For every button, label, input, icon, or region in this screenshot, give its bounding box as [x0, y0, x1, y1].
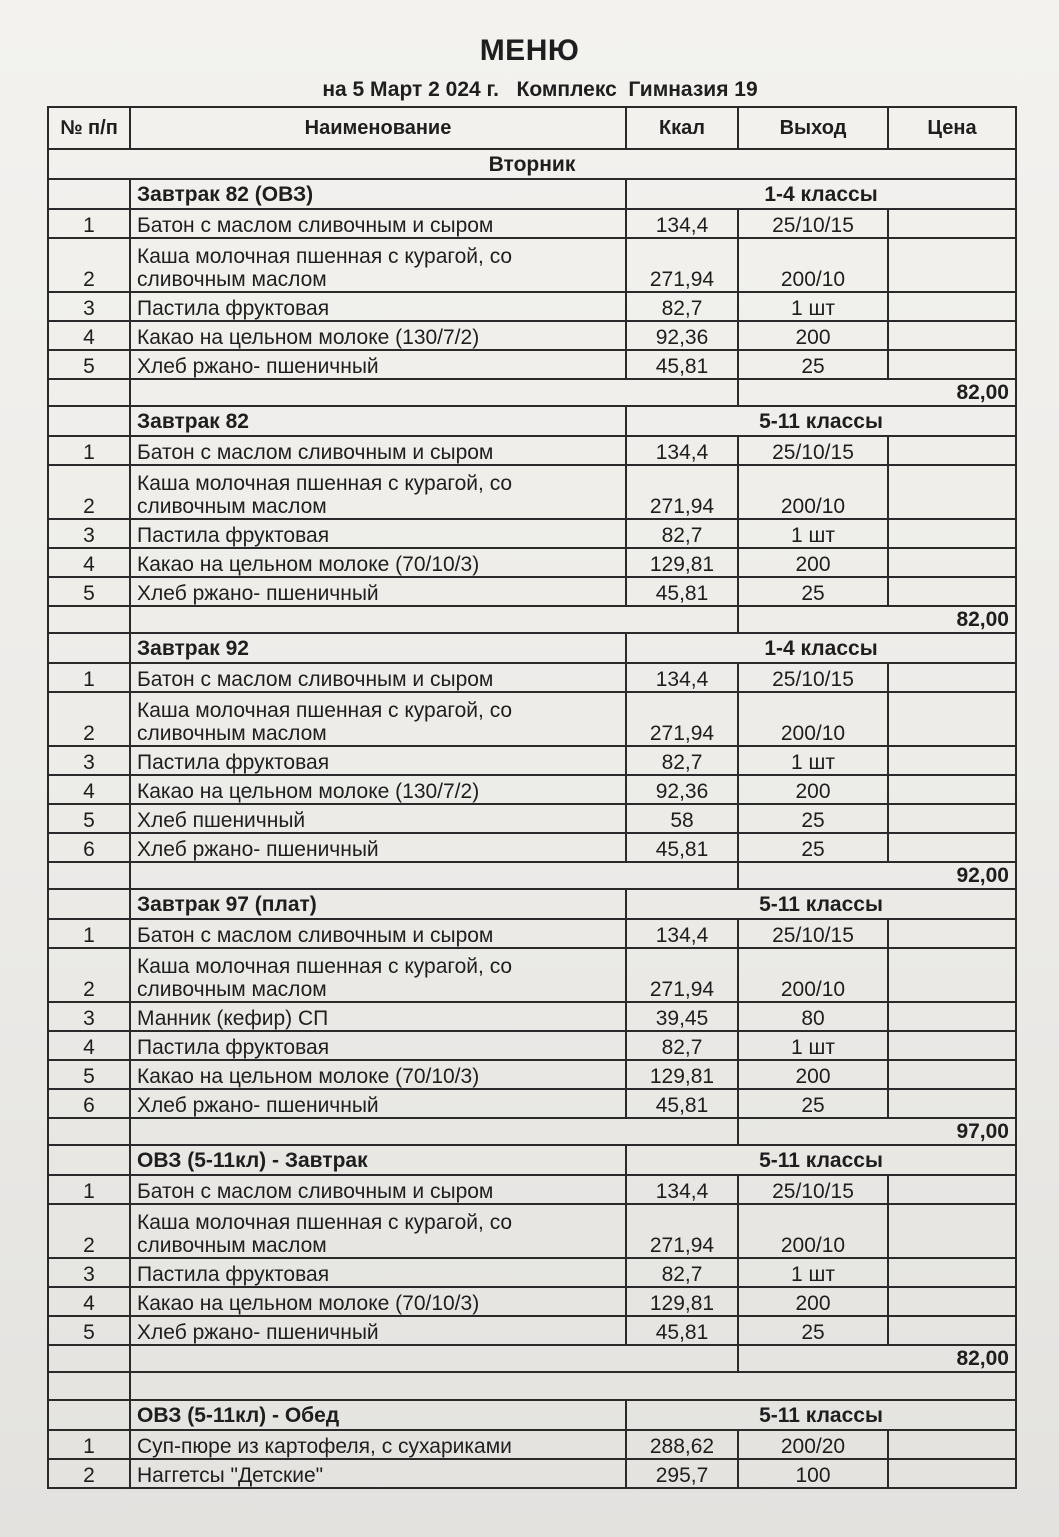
page-title: МЕНЮ: [479, 34, 580, 67]
item-kcal: 129,81: [626, 1287, 738, 1316]
section-header-row: [48, 633, 1016, 663]
item-kcal: 58: [626, 804, 738, 833]
item-price: [888, 350, 1016, 379]
item-price: [888, 577, 1016, 606]
item-number: 1: [48, 436, 130, 465]
item-number: 5: [48, 1316, 130, 1345]
menu-item-row: [48, 1459, 1016, 1488]
menu-item-row: [48, 548, 1016, 577]
item-name: Пастила фруктовая: [130, 746, 626, 775]
section-total-row: [48, 862, 1016, 889]
total-empty-cell: [48, 606, 130, 633]
section-grades: 5-11 классы: [626, 889, 1016, 919]
item-name: Наггетсы "Детские": [130, 1459, 626, 1488]
total-empty-cell: [48, 862, 130, 889]
item-output: 25: [738, 1089, 888, 1118]
item-name: Хлеб ржано- пшеничный: [130, 1316, 626, 1345]
item-number: 2: [48, 692, 130, 746]
item-name: Каша молочная пшенная с курагой, со сливочным маслом: [130, 1204, 626, 1258]
item-kcal: 271,94: [626, 1204, 738, 1258]
section-grades: 1-4 классы: [626, 633, 1016, 663]
total-empty-cell: [130, 862, 738, 889]
item-output: 1 шт: [738, 1258, 888, 1287]
section-grades: 1-4 классы: [626, 179, 1016, 209]
item-name: Каша молочная пшенная с курагой, со сливочным маслом: [130, 692, 626, 746]
header-row: [48, 107, 1016, 149]
item-kcal: 92,36: [626, 321, 738, 350]
item-number: 1: [48, 209, 130, 238]
item-kcal: 45,81: [626, 1089, 738, 1118]
item-price: [888, 292, 1016, 321]
item-name: Батон с маслом сливочным и сыром: [130, 663, 626, 692]
item-number: 4: [48, 775, 130, 804]
item-kcal: 45,81: [626, 1316, 738, 1345]
section-num-cell: [48, 889, 130, 919]
item-number: 3: [48, 746, 130, 775]
item-price: [888, 1287, 1016, 1316]
section-grades: 5-11 классы: [626, 1400, 1016, 1430]
item-price: [888, 919, 1016, 948]
item-output: 25/10/15: [738, 436, 888, 465]
menu-item-row: [48, 1031, 1016, 1060]
item-output: 200/10: [738, 238, 888, 292]
item-price: [888, 1459, 1016, 1488]
item-price: [888, 746, 1016, 775]
section-total-row: [48, 379, 1016, 406]
section-header-row: [48, 889, 1016, 919]
item-output: 200/10: [738, 465, 888, 519]
item-number: 3: [48, 1002, 130, 1031]
section-total-row: [48, 1345, 1016, 1372]
item-price: [888, 321, 1016, 350]
item-name: Хлеб ржано- пшеничный: [130, 577, 626, 606]
menu-body: [48, 149, 1016, 1488]
item-name: Манник (кефир) СП: [130, 1002, 626, 1031]
item-name: Хлеб ржано- пшеничный: [130, 350, 626, 379]
item-price: [888, 833, 1016, 862]
item-kcal: 45,81: [626, 577, 738, 606]
menu-item-row: [48, 833, 1016, 862]
section-title: Завтрак 92: [130, 633, 626, 663]
item-name: Пастила фруктовая: [130, 1031, 626, 1060]
section-title: Завтрак 82: [130, 406, 626, 436]
section-num-cell: [48, 406, 130, 436]
menu-item-row: [48, 1287, 1016, 1316]
item-price: [888, 209, 1016, 238]
day-label: Вторник: [48, 149, 1016, 179]
menu-item-row: [48, 321, 1016, 350]
item-number: 4: [48, 1287, 130, 1316]
day-row: [48, 149, 1016, 179]
section-num-cell: [48, 179, 130, 209]
item-number: 1: [48, 663, 130, 692]
menu-item-row: [48, 692, 1016, 746]
page-subtitle: на 5 Март 2 024 г. Комплекс Гимназия 19: [322, 78, 758, 101]
section-header-row: [48, 406, 1016, 436]
item-kcal: 271,94: [626, 692, 738, 746]
section-title: ОВЗ (5-11кл) - Завтрак: [130, 1145, 626, 1175]
menu-item-row: [48, 1204, 1016, 1258]
menu-item-row: [48, 663, 1016, 692]
section-total-price: 82,00: [738, 379, 1016, 406]
item-output: 100: [738, 1459, 888, 1488]
item-price: [888, 548, 1016, 577]
item-kcal: 134,4: [626, 1175, 738, 1204]
item-output: 25/10/15: [738, 1175, 888, 1204]
item-kcal: 271,94: [626, 948, 738, 1002]
item-number: 2: [48, 1204, 130, 1258]
item-number: 6: [48, 833, 130, 862]
item-output: 25: [738, 577, 888, 606]
item-output: 200: [738, 1060, 888, 1089]
item-name: Каша молочная пшенная с курагой, со сливочным маслом: [130, 238, 626, 292]
item-output: 200: [738, 321, 888, 350]
item-output: 200: [738, 775, 888, 804]
item-output: 200/10: [738, 948, 888, 1002]
item-number: 2: [48, 465, 130, 519]
item-price: [888, 948, 1016, 1002]
item-number: 3: [48, 292, 130, 321]
item-output: 200/20: [738, 1430, 888, 1459]
item-kcal: 295,7: [626, 1459, 738, 1488]
menu-item-row: [48, 292, 1016, 321]
item-name: Батон с маслом сливочным и сыром: [130, 919, 626, 948]
item-number: 5: [48, 1060, 130, 1089]
section-grades: 5-11 классы: [626, 1145, 1016, 1175]
section-total-row: [48, 1118, 1016, 1145]
header-kcal: Ккал: [626, 107, 738, 149]
item-name: Какао на цельном молоке (70/10/3): [130, 1287, 626, 1316]
total-empty-cell: [130, 1118, 738, 1145]
item-kcal: 45,81: [626, 350, 738, 379]
section-grades: 5-11 классы: [626, 406, 1016, 436]
total-empty-cell: [48, 379, 130, 406]
item-price: [888, 1031, 1016, 1060]
item-number: 4: [48, 548, 130, 577]
item-output: 25: [738, 350, 888, 379]
item-number: 3: [48, 1258, 130, 1287]
item-output: 25/10/15: [738, 663, 888, 692]
item-name: Пастила фруктовая: [130, 1258, 626, 1287]
header-num: № п/п: [48, 107, 130, 149]
section-total-price: 92,00: [738, 862, 1016, 889]
menu-item-row: [48, 746, 1016, 775]
section-title: Завтрак 97 (плат): [130, 889, 626, 919]
item-output: 200/10: [738, 692, 888, 746]
menu-item-row: [48, 519, 1016, 548]
menu-item-row: [48, 1002, 1016, 1031]
item-name: Хлеб ржано- пшеничный: [130, 1089, 626, 1118]
section-num-cell: [48, 1145, 130, 1175]
menu-item-row: [48, 948, 1016, 1002]
section-header-row: [48, 1400, 1016, 1430]
item-number: 6: [48, 1089, 130, 1118]
menu-item-row: [48, 577, 1016, 606]
item-name: Батон с маслом сливочным и сыром: [130, 1175, 626, 1204]
item-name: Какао на цельном молоке (70/10/3): [130, 1060, 626, 1089]
section-title: ОВЗ (5-11кл) - Обед: [130, 1400, 626, 1430]
item-price: [888, 1316, 1016, 1345]
item-kcal: 134,4: [626, 919, 738, 948]
item-number: 2: [48, 1459, 130, 1488]
item-number: 1: [48, 1175, 130, 1204]
menu-item-row: [48, 1060, 1016, 1089]
menu-item-row: [48, 919, 1016, 948]
item-price: [888, 465, 1016, 519]
item-name: Каша молочная пшенная с курагой, со сливочным маслом: [130, 948, 626, 1002]
total-empty-cell: [48, 1345, 130, 1372]
item-kcal: 271,94: [626, 238, 738, 292]
section-total-price: 97,00: [738, 1118, 1016, 1145]
menu-item-row: [48, 1316, 1016, 1345]
item-price: [888, 1060, 1016, 1089]
item-number: 5: [48, 577, 130, 606]
item-output: 25: [738, 804, 888, 833]
item-output: 25: [738, 1316, 888, 1345]
section-total-price: 82,00: [738, 1345, 1016, 1372]
item-name: Какао на цельном молоке (130/7/2): [130, 775, 626, 804]
item-price: [888, 1175, 1016, 1204]
item-price: [888, 1002, 1016, 1031]
item-output: 1 шт: [738, 746, 888, 775]
header-name: Наименование: [130, 107, 626, 149]
item-price: [888, 775, 1016, 804]
header-price: Цена: [888, 107, 1016, 149]
item-kcal: 82,7: [626, 1031, 738, 1060]
menu-item-row: [48, 465, 1016, 519]
item-number: 5: [48, 804, 130, 833]
item-number: 3: [48, 519, 130, 548]
item-price: [888, 692, 1016, 746]
menu-item-row: [48, 209, 1016, 238]
item-price: [888, 1258, 1016, 1287]
item-kcal: 82,7: [626, 746, 738, 775]
item-number: 2: [48, 948, 130, 1002]
item-output: 25: [738, 833, 888, 862]
menu-item-row: [48, 1430, 1016, 1459]
item-price: [888, 804, 1016, 833]
menu-item-row: [48, 1089, 1016, 1118]
total-empty-cell: [130, 379, 738, 406]
item-name: Хлеб ржано- пшеничный: [130, 833, 626, 862]
item-number: 1: [48, 1430, 130, 1459]
item-kcal: 134,4: [626, 436, 738, 465]
section-total-row: [48, 606, 1016, 633]
item-kcal: 82,7: [626, 519, 738, 548]
menu-item-row: [48, 1175, 1016, 1204]
item-number: 2: [48, 238, 130, 292]
item-price: [888, 1204, 1016, 1258]
item-name: Каша молочная пшенная с курагой, со сливочным маслом: [130, 465, 626, 519]
section-header-row: [48, 1145, 1016, 1175]
item-name: Какао на цельном молоке (130/7/2): [130, 321, 626, 350]
item-name: Хлеб пшеничный: [130, 804, 626, 833]
spacer-row: [48, 1372, 1016, 1400]
section-total-price: 82,00: [738, 606, 1016, 633]
item-price: [888, 436, 1016, 465]
item-name: Батон с маслом сливочным и сыром: [130, 209, 626, 238]
total-empty-cell: [130, 1345, 738, 1372]
item-output: 1 шт: [738, 1031, 888, 1060]
total-empty-cell: [130, 606, 738, 633]
item-price: [888, 663, 1016, 692]
item-kcal: 288,62: [626, 1430, 738, 1459]
item-name: Суп-пюре из картофеля, с сухариками: [130, 1430, 626, 1459]
item-output: 200/10: [738, 1204, 888, 1258]
item-kcal: 129,81: [626, 1060, 738, 1089]
menu-item-row: [48, 1258, 1016, 1287]
section-header-row: [48, 179, 1016, 209]
item-name: Пастила фруктовая: [130, 292, 626, 321]
item-number: 4: [48, 1031, 130, 1060]
item-kcal: 82,7: [626, 1258, 738, 1287]
item-output: 1 шт: [738, 519, 888, 548]
section-title: Завтрак 82 (ОВЗ): [130, 179, 626, 209]
item-kcal: 39,45: [626, 1002, 738, 1031]
header-output: Выход: [738, 107, 888, 149]
menu-item-row: [48, 238, 1016, 292]
item-output: 200: [738, 1287, 888, 1316]
spacer-cell: [130, 1372, 1016, 1400]
section-num-cell: [48, 633, 130, 663]
item-output: 80: [738, 1002, 888, 1031]
item-kcal: 271,94: [626, 465, 738, 519]
menu-item-row: [48, 775, 1016, 804]
menu-item-row: [48, 350, 1016, 379]
item-output: 25/10/15: [738, 209, 888, 238]
item-output: 25/10/15: [738, 919, 888, 948]
item-kcal: 92,36: [626, 775, 738, 804]
item-output: 1 шт: [738, 292, 888, 321]
total-empty-cell: [48, 1118, 130, 1145]
item-kcal: 134,4: [626, 209, 738, 238]
menu-item-row: [48, 436, 1016, 465]
item-name: Батон с маслом сливочным и сыром: [130, 436, 626, 465]
item-kcal: 129,81: [626, 548, 738, 577]
item-kcal: 82,7: [626, 292, 738, 321]
item-name: Пастила фруктовая: [130, 519, 626, 548]
item-price: [888, 238, 1016, 292]
item-output: 200: [738, 548, 888, 577]
menu-table: [47, 106, 1017, 1489]
item-name: Какао на цельном молоке (70/10/3): [130, 548, 626, 577]
item-price: [888, 519, 1016, 548]
item-price: [888, 1089, 1016, 1118]
section-num-cell: [48, 1400, 130, 1430]
item-number: 4: [48, 321, 130, 350]
item-price: [888, 1430, 1016, 1459]
spacer-cell: [48, 1372, 130, 1400]
item-kcal: 45,81: [626, 833, 738, 862]
item-kcal: 134,4: [626, 663, 738, 692]
menu-item-row: [48, 804, 1016, 833]
item-number: 5: [48, 350, 130, 379]
item-number: 1: [48, 919, 130, 948]
